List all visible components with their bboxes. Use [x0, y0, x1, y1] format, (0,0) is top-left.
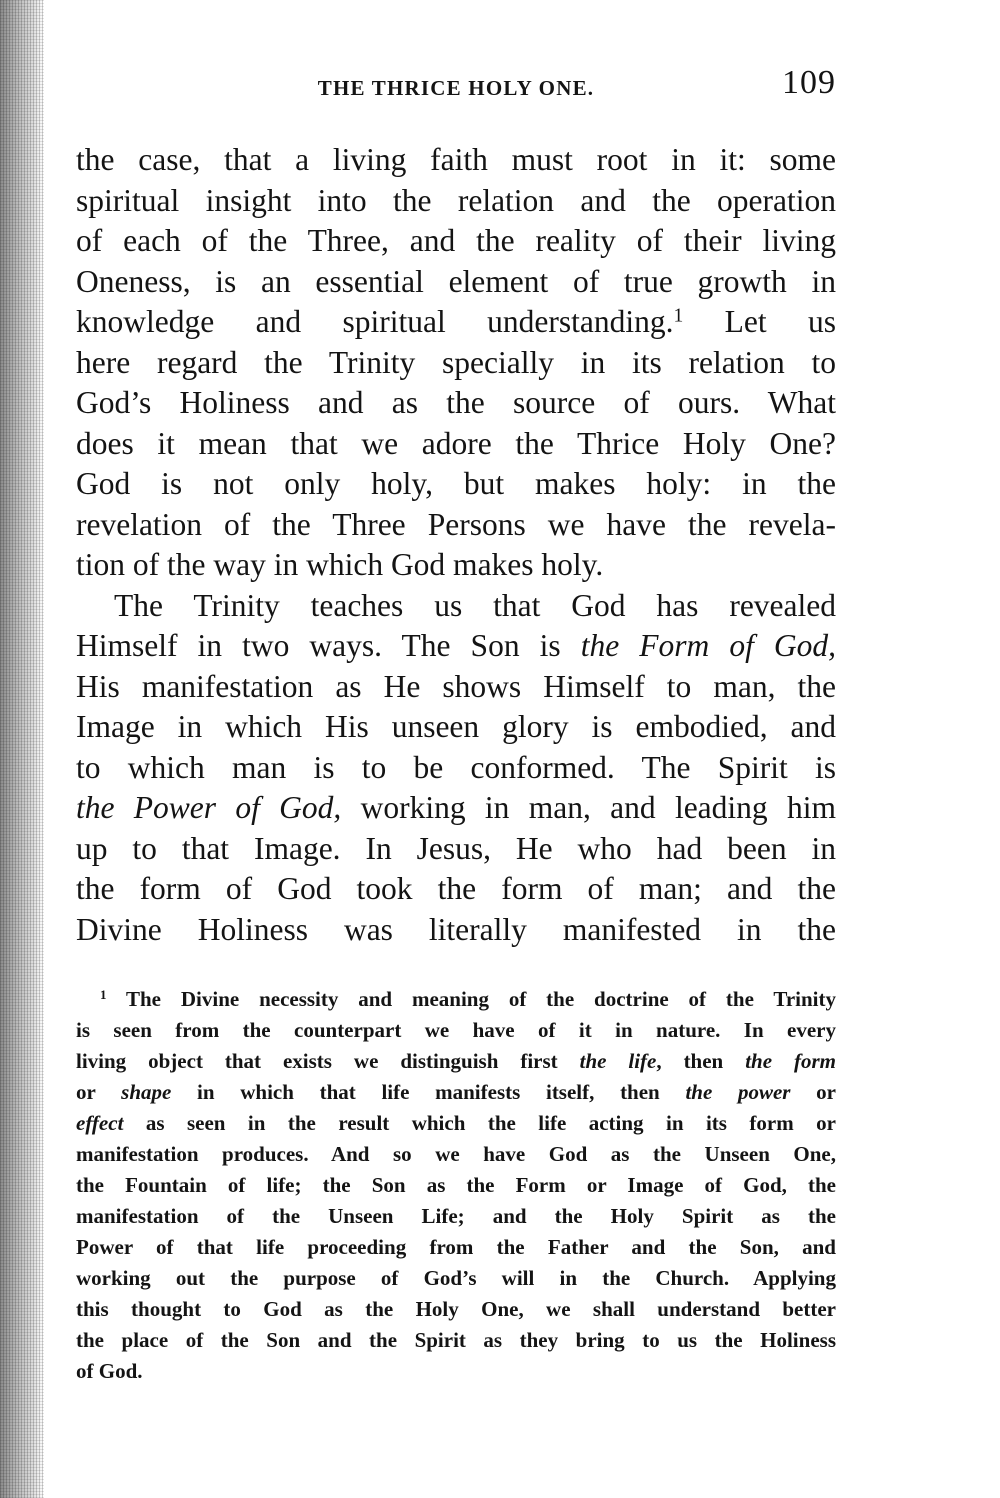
text-line: Divine Holiness was literally manifested in the — [76, 911, 836, 947]
text-fragment: or — [76, 1080, 122, 1104]
text-line: God’s Holiness and as the source of ours. What — [76, 385, 836, 420]
text-line: up to that Image. In Jesus, He who had been in — [76, 830, 836, 866]
italic-text: the power — [685, 1080, 791, 1104]
body-text — [76, 140, 836, 950]
text-fragment: as seen in the result which the life acting in its form or — [123, 1111, 836, 1135]
footnote-line — [76, 1077, 836, 1108]
footnote-line: the place of the Son and the Spirit as they bring to us the Holiness — [76, 1328, 836, 1352]
footnote-line: Power of that life proceeding from the Father and the Son, and — [76, 1235, 836, 1259]
text-fragment: Himself in two ways. The Son is — [76, 628, 581, 663]
italic-text: shape — [121, 1080, 172, 1104]
footnote-line: of God. — [76, 1359, 143, 1383]
footnote — [76, 984, 836, 1387]
text-fragment: working in man, and leading him — [341, 790, 836, 825]
italic-text: the form — [745, 1049, 836, 1073]
text-line: to which man is to be conformed. The Spirit is — [76, 749, 836, 785]
text-line: does it mean that we adore the Thrice Holy One? — [76, 425, 836, 461]
text-line: revelation of the Three Persons we have the revela- — [76, 506, 836, 542]
text-line: His manifestation as He shows Himself to man, the — [76, 668, 836, 704]
page-binding-gutter — [0, 0, 44, 1498]
text-line: The Trinity teaches us that God has revealed — [114, 587, 836, 623]
footnote-line — [76, 1046, 836, 1077]
text-fragment: Let us — [724, 304, 837, 339]
text-line: God is not only holy, but makes holy: in the — [76, 466, 836, 501]
italic-text: effect — [76, 1111, 124, 1135]
page-number: 109 — [782, 64, 836, 101]
text-fragment: in which that life manifests itself, then — [171, 1080, 686, 1104]
footnote-reference: 1 — [673, 305, 684, 327]
text-line: of each of the Three, and the reality of their living — [76, 223, 836, 258]
text-line: the case, that a living faith must root in it: some — [76, 142, 836, 177]
paragraph-2 — [76, 586, 836, 951]
text-fragment: knowledge and spiritual understanding. — [76, 304, 674, 339]
text-line: spiritual insight into the relation and the operation — [76, 182, 836, 218]
text-line: Oneness, is an essential element of true growth in — [76, 263, 836, 299]
footnote-line: manifestation of the Unseen Life; and the Holy Spirit as the — [76, 1204, 836, 1228]
footnote-line: is seen from the counterpart we have of it in nature. In every — [76, 1018, 836, 1042]
text-fragment: or — [790, 1080, 836, 1104]
page-header — [76, 62, 836, 112]
text-fragment: living object that exists we distinguish first — [76, 1049, 580, 1073]
text-line: the form of God took the form of man; and the — [76, 871, 836, 906]
text-fragment: , then — [656, 1049, 746, 1073]
italic-text: the Form of God, — [580, 628, 837, 663]
paragraph-1 — [76, 140, 836, 586]
italic-text: the Power of God, — [76, 790, 342, 825]
footnote-line: manifestation produces. And so we have God as the Unseen One, — [76, 1142, 836, 1166]
text-fragment: The Divine necessity and meaning of the doctrine of the Trinity — [106, 987, 836, 1011]
text-line — [76, 788, 836, 829]
footnote-line: the Fountain of life; the Son as the Form or Image of God, the — [76, 1173, 836, 1197]
text-line — [76, 626, 836, 667]
running-head: THE THRICE HOLY ONE. — [317, 76, 595, 100]
footnote-line — [76, 984, 836, 1015]
footnote-marker: 1 — [100, 986, 107, 1002]
text-line: tion of the way in which God makes holy. — [76, 547, 604, 582]
footnote-line — [76, 1108, 836, 1139]
text-line: Image in which His unseen glory is embodied, and — [76, 709, 836, 744]
footnote-line: working out the purpose of God’s will in the Church. Applying — [76, 1266, 836, 1290]
italic-text: the life — [579, 1049, 657, 1073]
text-line: here regard the Trinity specially in its relation to — [76, 344, 836, 380]
text-line — [76, 302, 836, 343]
footnote-line: this thought to God as the Holy One, we shall understand better — [76, 1297, 836, 1321]
